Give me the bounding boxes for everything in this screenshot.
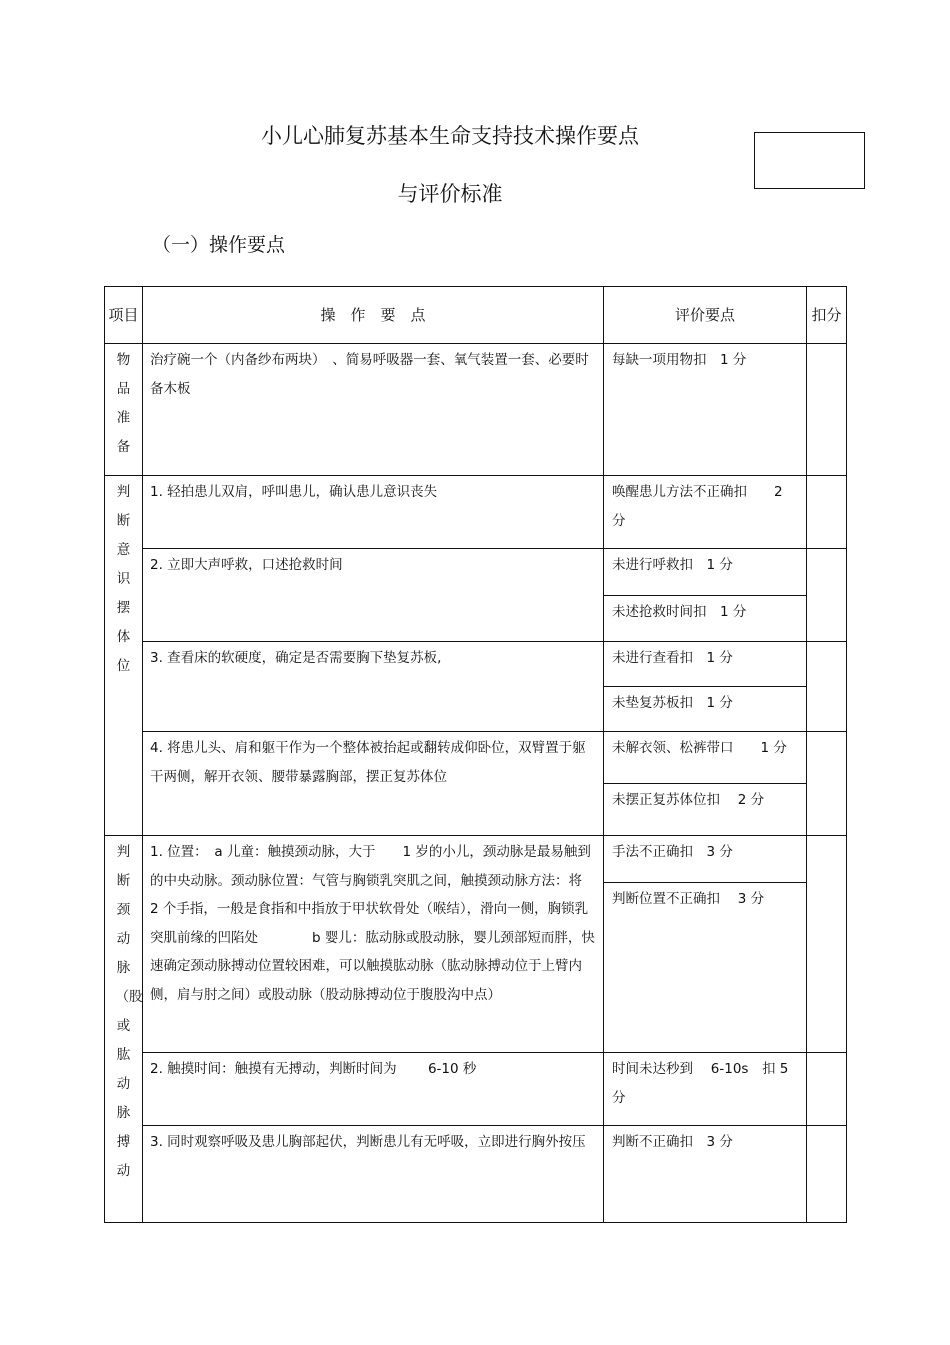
table-row [105, 344, 847, 476]
score-cell [807, 1126, 847, 1223]
table-row [105, 642, 847, 732]
table-row [105, 1126, 847, 1223]
operation-cell: 1. 轻拍患儿双肩，呼叫患儿，确认患儿意识丧失 [143, 476, 604, 549]
evaluation-item: 判断位置不正确扣 3 分 [604, 882, 806, 1052]
score-cell [807, 642, 847, 732]
table-header-row [105, 287, 847, 344]
table-row [105, 549, 847, 642]
header-operation: 操 作 要 点 [143, 287, 604, 344]
blank-score-box [754, 132, 865, 189]
score-cell [807, 732, 847, 836]
score-cell [807, 836, 847, 1053]
evaluation-item: 未垫复苏板扣 1 分 [604, 686, 806, 731]
header-evaluation: 评价要点 [604, 287, 807, 344]
operation-table [104, 286, 847, 1223]
header-score: 扣分 [807, 287, 847, 344]
evaluation-item: 手法不正确扣 3 分 [612, 844, 733, 860]
table-row [105, 732, 847, 836]
operation-cell: 2. 触摸时间：触摸有无搏动，判断时间为 6-10 秒 [143, 1053, 604, 1126]
evaluation-item: 未进行呼救扣 1 分 [612, 557, 733, 573]
table-row [105, 476, 847, 549]
score-cell [807, 1053, 847, 1126]
document-subtitle: 与评价标准 [397, 182, 503, 206]
table-row [105, 836, 847, 1053]
evaluation-cell: 判断不正确扣 3 分 [604, 1126, 807, 1223]
item-cell: 判断颈动脉（股或肱动脉搏动 [105, 836, 143, 1223]
evaluation-cell: 唤醒患儿方法不正确扣 2 分 [604, 476, 807, 549]
table-row [105, 1053, 847, 1126]
operation-cell: 3. 同时观察呼吸及患儿胸部起伏，判断患儿有无呼吸，立即进行胸外按压 [143, 1126, 604, 1223]
operation-cell: 治疗碗一个（内备纱布两块） 、简易呼吸器一套、氧气装置一套、必要时备木板 [143, 344, 604, 476]
section-heading: （一）操作要点 [152, 234, 286, 256]
operation-cell: 3. 查看床的软硬度，确定是否需要胸下垫复苏板, [143, 642, 604, 732]
evaluation-cell: 时间未达秒到 6-10s 扣 5 分 [604, 1053, 807, 1126]
evaluation-item: 未述抢救时间扣 1 分 [604, 595, 806, 642]
evaluation-item: 未摆正复苏体位扣 2 分 [604, 783, 806, 835]
item-cell: 判断意识 摆体位 [105, 476, 143, 836]
evaluation-item: 未解衣领、松裤带口 1 分 [612, 740, 787, 756]
evaluation-cell [604, 836, 807, 1053]
operation-cell: 2. 立即大声呼救，口述抢救时间 [143, 549, 604, 642]
evaluation-cell [604, 732, 807, 836]
item-cell: 物品准备 [105, 344, 143, 476]
operation-cell: 4. 将患儿头、肩和躯干作为一个整体被抬起或翻转成仰卧位，双臂置于躯干两侧，解开衣领、腰带暴露胸部，摆正复苏体位 [143, 732, 604, 836]
header-item: 项目 [105, 287, 143, 344]
evaluation-item: 未进行查看扣 1 分 [612, 650, 733, 666]
evaluation-cell: 每缺一项用物扣 1 分 [604, 344, 807, 476]
score-cell [807, 549, 847, 642]
score-cell [807, 476, 847, 549]
operation-cell: 1. 位置： a 儿童：触摸颈动脉，大于 1 岁的小儿，颈动脉是最易触到的中央动脉。颈动脉位置：气管与胸锁乳突肌之间，触摸颈动脉方法：将 2 个手指，一般是食指和中指放于甲状软骨处（喉结），滑向一侧，胸锁乳突肌前缘的凹陷处 b 婴儿：肱动脉或股动脉，婴儿颈部短而胖，快速确定颈动脉搏动位置较困难，可以触摸肱动脉（肱动脉搏动位于上臂内侧，肩与肘之间）或股动脉（股动脉搏动位于腹股沟中点） [143, 836, 604, 1053]
document-title: 小儿心肺复苏基本生命支持技术操作要点 [261, 124, 639, 148]
evaluation-cell [604, 549, 807, 642]
evaluation-cell [604, 642, 807, 732]
score-cell [807, 344, 847, 476]
